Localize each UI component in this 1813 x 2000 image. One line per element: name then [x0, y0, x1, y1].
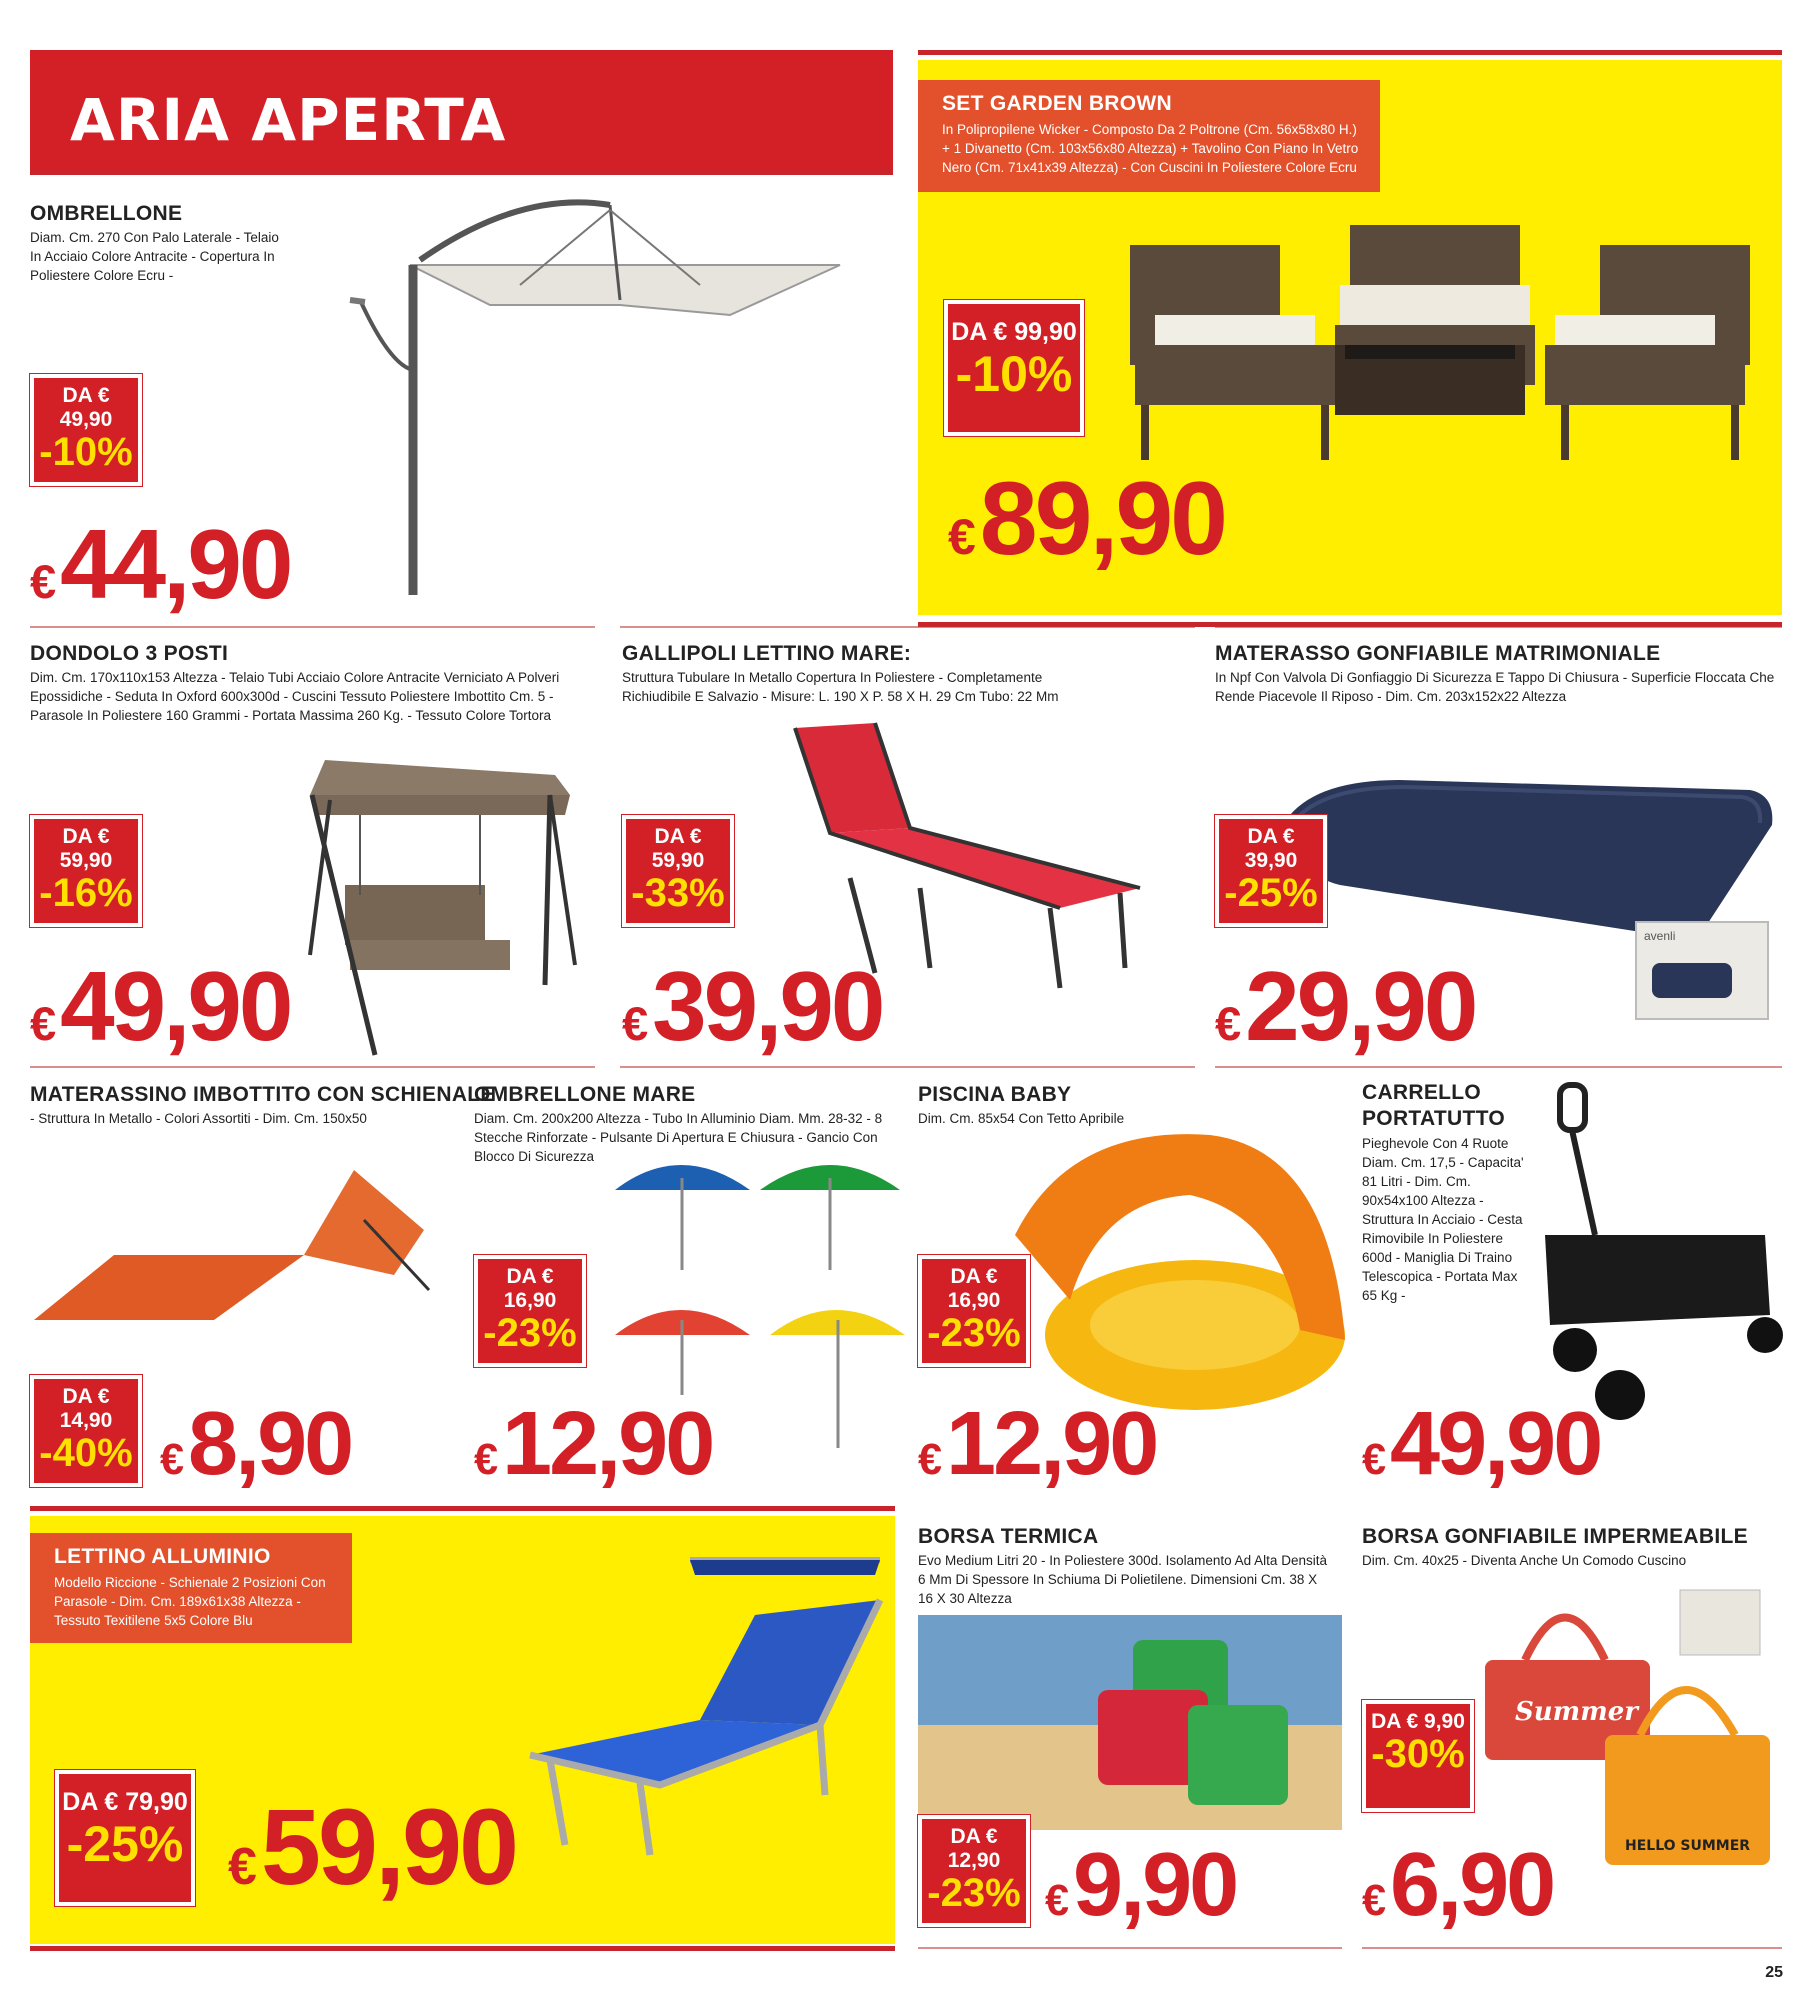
product-title: MATERASSINO IMBOTTITO CON SCHIENALE: [30, 1083, 495, 1106]
price-value: 49,90: [60, 951, 291, 1061]
discount-percent: -33%: [631, 871, 725, 915]
original-price: DA € 14,90: [59, 1385, 113, 1432]
divider: [30, 170, 893, 175]
price-value: 12,90: [502, 1394, 713, 1494]
currency-symbol: €: [622, 997, 649, 1050]
price-value: 59,90: [260, 1786, 517, 1907]
discount-badge: [30, 815, 142, 927]
discount-percent: -23%: [927, 1871, 1021, 1915]
discount-percent: -40%: [39, 1431, 133, 1475]
original-price: DA € 16,90: [503, 1265, 557, 1312]
product-title: SET GARDEN BROWN: [942, 92, 1172, 115]
price-value: 12,90: [946, 1394, 1157, 1494]
product-description: Dim. Cm. 170x110x153 Altezza - Telaio Tubi Acciaio Colore Antracite Verniciato A Polveri Epossidiche - Seduta In Oxford 600x300d - Cuscini Tessuto Poliestere Imbottito Cm. 5 - Parasole In Poliestere 160 Grammi - Portata Massima 260 Kg. - Tessuto Colore Tortora: [30, 670, 560, 723]
product-description: Evo Medium Litri 20 - In Poliestere 300d. Isolamento Ad Alta Densità 6 Mm Di Spessore In Schiuma Di Polietilene. Dimensioni Cm. 38 X 16 X 30 Altezza: [918, 1553, 1327, 1606]
discount-percent: -23%: [927, 1311, 1021, 1355]
product-description: Diam. Cm. 200x200 Altezza - Tubo In Alluminio Diam. Mm. 28-32 - 8 Stecche Rinforzate - Pulsante Di Apertura E Chiusura - Gancio Con Blocco Di Sicurezza: [474, 1111, 883, 1164]
divider: [1362, 1947, 1782, 1949]
price-value: 8,90: [188, 1394, 352, 1494]
cooler-bags-beach-image: [918, 1615, 1342, 1830]
product-title: BORSA TERMICA: [918, 1525, 1099, 1548]
currency-symbol: €: [1215, 997, 1242, 1050]
price: [622, 950, 882, 1063]
product-title: OMBRELLONE MARE: [474, 1083, 696, 1106]
product-description: Dim. Cm. 85x54 Con Tetto Apribile: [918, 1111, 1125, 1126]
price-value: 6,90: [1390, 1835, 1554, 1935]
product-info-box: [30, 1533, 352, 1643]
product-description: In Polipropilene Wicker - Composto Da 2 Poltrone (Cm. 56x58x80 H.) + 1 Divanetto (Cm. 103x56x80 Altezza) + Tavolino Con Piano In Vetro Nero (Cm. 71x41x39 Altezza) - Con Cuscini In Poliestere Colore Ecru: [942, 122, 1359, 175]
currency-symbol: €: [160, 1436, 185, 1484]
discount-badge: [944, 300, 1084, 436]
divider: [620, 626, 1195, 628]
rattan-garden-set-image: [1125, 215, 1765, 475]
currency-symbol: €: [918, 1436, 943, 1484]
discount-percent: -30%: [1371, 1732, 1465, 1776]
divider: [30, 1066, 595, 1068]
folding-wagon-image: [1535, 1085, 1780, 1425]
section-title: ARIA APERTA: [70, 86, 507, 154]
divider: [918, 50, 1782, 55]
inflatable-bags-image: [1480, 1585, 1780, 1875]
discount-percent: -23%: [483, 1311, 577, 1355]
page-number: 25: [1765, 1964, 1783, 1981]
price: [30, 508, 290, 621]
price-value: 29,90: [1245, 951, 1476, 1061]
section-header: [30, 50, 893, 174]
currency-symbol: €: [228, 1837, 257, 1895]
product-description: Modello Riccione - Schienale 2 Posizioni Con Parasole - Dim. Cm. 189x61x38 Altezza - Tessuto Texitilene 5x5 Colore Blu: [54, 1575, 326, 1628]
original-price: DA € 79,90: [62, 1788, 188, 1816]
price-value: 89,90: [979, 461, 1226, 577]
product-title: PORTATUTTO: [1362, 1107, 1505, 1130]
original-price: DA € 59,90: [651, 825, 705, 872]
price: [948, 460, 1225, 579]
currency-symbol: €: [30, 997, 57, 1050]
currency-symbol: €: [948, 509, 976, 565]
price: [1362, 1393, 1600, 1496]
product-title: DONDOLO 3 POSTI: [30, 642, 229, 665]
baby-pool-image: [1010, 1125, 1350, 1415]
price-value: 39,90: [652, 951, 883, 1061]
price: [1045, 1834, 1236, 1937]
product-description: Dim. Cm. 40x25 - Diventa Anche Un Comodo Cuscino: [1362, 1553, 1687, 1568]
padded-beach-mat-image: [34, 1165, 434, 1325]
product-title: BORSA GONFIABILE IMPERMEABILE: [1362, 1525, 1748, 1548]
price-value: 49,90: [1390, 1394, 1601, 1494]
product-title: MATERASSO GONFIABILE MATRIMONIALE: [1215, 642, 1661, 665]
product-title: PISCINA BABY: [918, 1083, 1072, 1106]
divider: [30, 1506, 895, 1511]
product-info-box: [918, 80, 1380, 192]
original-price: DA € 9,90: [1371, 1710, 1465, 1733]
divider: [30, 1946, 895, 1951]
original-price: DA € 12,90: [947, 1825, 1001, 1872]
discount-badge: [55, 1770, 195, 1906]
discount-badge: [918, 1255, 1030, 1367]
discount-badge: [918, 1815, 1030, 1927]
box-brand: avenli: [1644, 929, 1676, 943]
garden-swing-image: [300, 755, 580, 1055]
cantilever-umbrella-image: [320, 195, 860, 595]
product-description: - Struttura In Metallo - Colori Assortiti - Dim. Cm. 150x50: [30, 1111, 367, 1126]
divider: [918, 1947, 1342, 1949]
discount-badge: [622, 815, 734, 927]
price: [1362, 1834, 1553, 1937]
product-description: In Npf Con Valvola Di Gonfiaggio Di Sicurezza E Tappo Di Chiusura - Superficie Floccata Che Rende Piacevole Il Riposo - Dim. Cm. 203x152x22 Altezza: [1215, 670, 1775, 704]
price: [228, 1784, 516, 1909]
original-price: DA € 99,90: [951, 318, 1077, 346]
aluminium-sunbed-image: [520, 1555, 885, 1865]
original-price: DA € 16,90: [947, 1265, 1001, 1312]
price-value: 9,90: [1073, 1835, 1237, 1935]
original-price: DA € 49,90: [59, 384, 113, 431]
product-box-image: [1632, 918, 1772, 1023]
price: [160, 1393, 351, 1496]
price: [474, 1393, 712, 1496]
currency-symbol: €: [1362, 1877, 1387, 1925]
product-description: Struttura Tubulare In Metallo Copertura In Poliestere - Completamente Richiudibile E Salvazio - Misure: L. 190 X P. 58 X H. 29 Cm Tubo: 22 Mm: [622, 670, 1059, 704]
discount-badge: [1362, 1700, 1474, 1812]
divider: [1215, 1066, 1782, 1068]
price: [918, 1393, 1156, 1496]
discount-badge: [30, 374, 142, 486]
divider: [620, 1066, 1195, 1068]
product-description: Diam. Cm. 270 Con Palo Laterale - Telaio In Acciaio Colore Antracite - Copertura In Poliestere Colore Ecru -: [30, 230, 279, 283]
product-title: LETTINO ALLUMINIO: [54, 1545, 271, 1568]
discount-percent: -10%: [955, 346, 1073, 402]
price: [1215, 950, 1475, 1063]
product-title: GALLIPOLI LETTINO MARE:: [622, 642, 912, 665]
discount-badge: [1215, 815, 1327, 927]
currency-symbol: €: [1362, 1436, 1387, 1484]
discount-percent: -10%: [39, 430, 133, 474]
discount-badge: [474, 1255, 586, 1367]
currency-symbol: €: [1045, 1877, 1070, 1925]
discount-percent: -16%: [39, 871, 133, 915]
bag-print-text: HELLO SUMMER: [1625, 1838, 1751, 1854]
product-title: OMBRELLONE: [30, 202, 183, 225]
currency-symbol: €: [30, 555, 57, 608]
original-price: DA € 59,90: [59, 825, 113, 872]
product-description: Pieghevole Con 4 Ruote Diam. Cm. 17,5 - Capacita' 81 Litri - Dim. Cm. 90x54x100 Altezza - Struttura In Acciaio - Cesta Rimovibile In Poliestere 600d - Maniglia Di Traino Telescopica - Portata Max 65 Kg -: [1362, 1136, 1524, 1303]
price-value: 44,90: [60, 509, 291, 619]
discount-percent: -25%: [1224, 871, 1318, 915]
bag-print-text: Summer: [1515, 1697, 1638, 1727]
discount-percent: -25%: [66, 1816, 184, 1872]
original-price: DA € 39,90: [1244, 825, 1298, 872]
product-title: CARRELLO: [1362, 1081, 1482, 1104]
price: [30, 950, 290, 1063]
discount-badge: [30, 1375, 142, 1487]
currency-symbol: €: [474, 1436, 499, 1484]
divider: [1215, 626, 1782, 628]
divider: [30, 626, 595, 628]
